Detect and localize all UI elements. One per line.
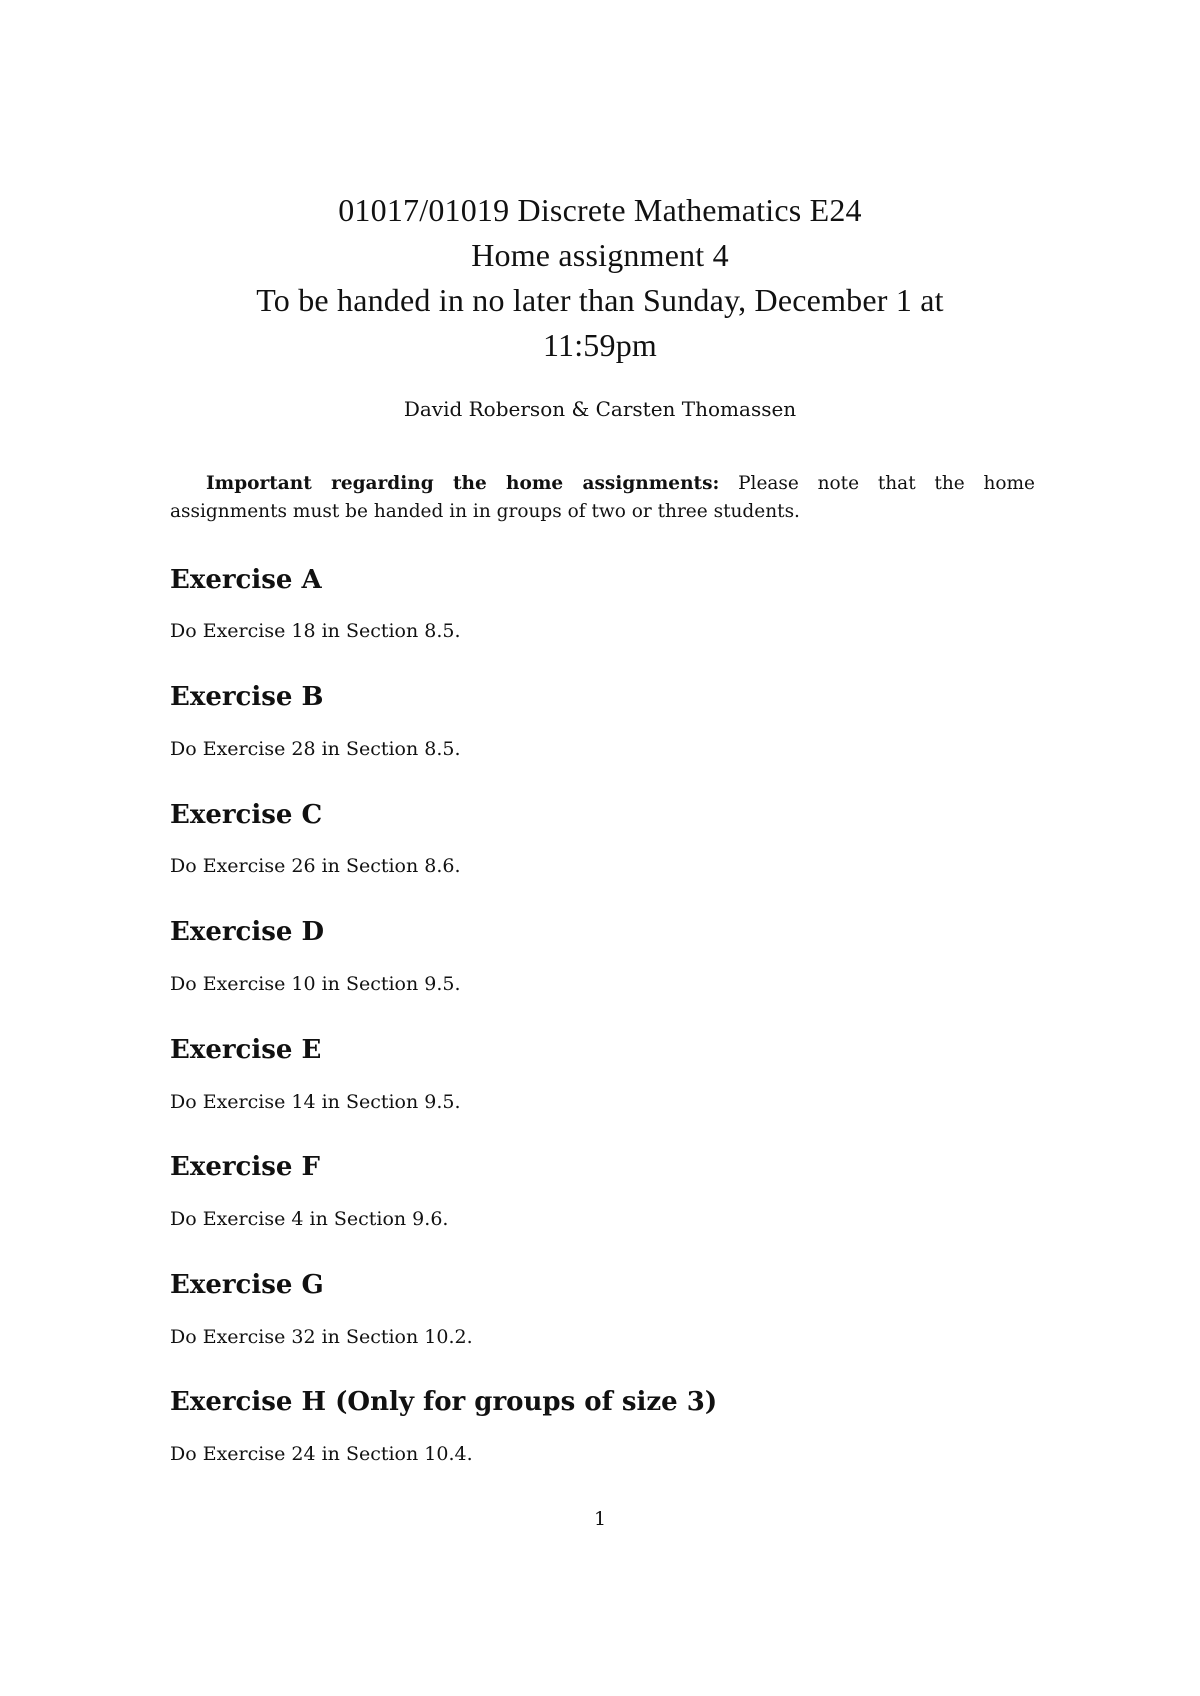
exercise-f-heading: Exercise F — [170, 1152, 320, 1182]
title-line-course: 01017/01019 Discrete Mathematics E24 — [338, 192, 862, 228]
exercise-g-heading: Exercise G — [170, 1270, 324, 1300]
title-line-deadline: To be handed in no later than Sunday, December 1 at — [256, 282, 944, 318]
exercise-f-body: Do Exercise 4 in Section 9.6. — [170, 1208, 449, 1230]
exercise-d-body: Do Exercise 10 in Section 9.5. — [170, 973, 461, 995]
important-note-text: Please note that the home assignments must be handed in in groups of two or three students. — [170, 473, 1035, 522]
exercise-g-body: Do Exercise 32 in Section 10.2. — [170, 1326, 473, 1348]
document-title — [200, 188, 1000, 368]
exercise-e-body: Do Exercise 14 in Section 9.5. — [170, 1091, 461, 1113]
exercise-d-heading: Exercise D — [170, 917, 325, 947]
exercise-h-body: Do Exercise 24 in Section 10.4. — [170, 1443, 473, 1465]
page-number: 1 — [593, 1508, 607, 1530]
exercise-c-body: Do Exercise 26 in Section 8.6. — [170, 855, 461, 877]
exercise-h-heading: Exercise H (Only for groups of size 3) — [170, 1387, 718, 1417]
exercise-b-body: Do Exercise 28 in Section 8.5. — [170, 738, 461, 760]
exercise-e-heading: Exercise E — [170, 1035, 322, 1065]
exercise-a-body: Do Exercise 18 in Section 8.5. — [170, 620, 461, 642]
important-note — [170, 470, 1035, 526]
exercise-a-heading: Exercise A — [170, 565, 322, 595]
title-line-deadline-time: 11:59pm — [543, 327, 657, 363]
title-line-assignment: Home assignment 4 — [471, 237, 729, 273]
important-note-label: Important regarding the home assignments: — [206, 473, 720, 494]
exercise-b-heading: Exercise B — [170, 682, 324, 712]
exercise-c-heading: Exercise C — [170, 800, 323, 830]
authors: David Roberson & Carsten Thomassen — [403, 397, 797, 421]
